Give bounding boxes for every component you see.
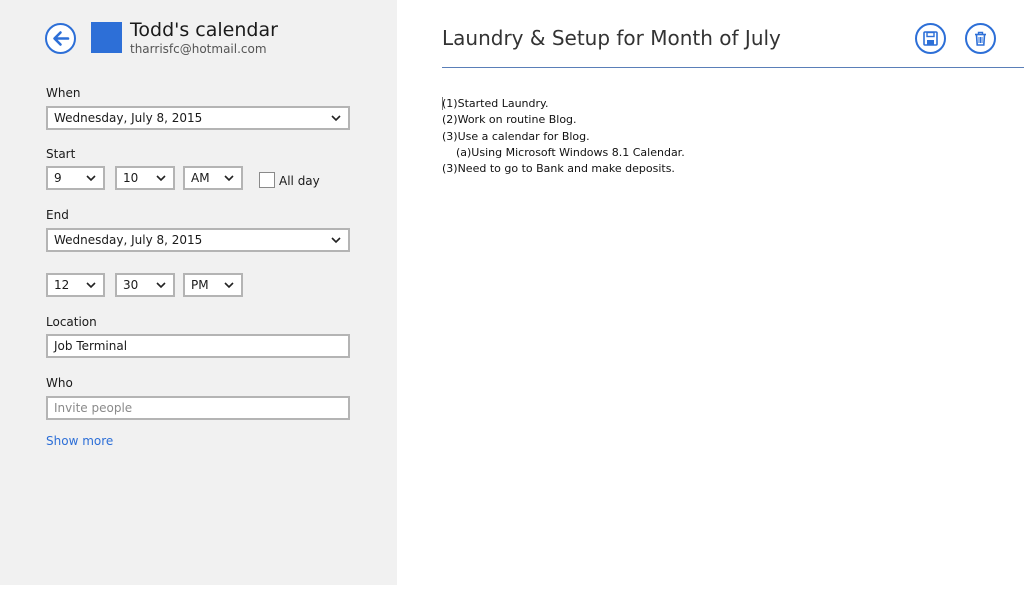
invite-people-input[interactable]	[46, 396, 350, 420]
delete-button[interactable]	[965, 23, 996, 54]
chevron-down-icon	[86, 175, 96, 182]
end-minute-dropdown[interactable]	[115, 273, 175, 297]
chevron-down-icon	[224, 175, 234, 182]
location-value: Job Terminal	[54, 339, 128, 353]
end-date-value: Wednesday, July 8, 2015	[54, 233, 203, 247]
start-hour-value: 9	[54, 171, 62, 185]
invite-people-placeholder: Invite people	[54, 401, 133, 415]
calendar-color-swatch	[91, 22, 122, 53]
when-label: When	[46, 86, 81, 100]
notes-line: (3)Use a calendar for Blog.	[442, 129, 590, 143]
start-minute-dropdown[interactable]	[115, 166, 175, 190]
account-email: tharrisfc@hotmail.com	[130, 42, 267, 56]
notes-line: (1)Started Laundry.	[442, 97, 549, 110]
end-label: End	[46, 208, 69, 222]
event-title-input[interactable]: Laundry & Setup for Month of July	[442, 26, 781, 50]
calendar-name: Todd's calendar	[130, 19, 278, 41]
start-hour-dropdown[interactable]	[46, 166, 105, 190]
save-icon	[923, 31, 938, 46]
back-arrow-icon	[51, 29, 70, 48]
chevron-down-icon	[86, 282, 96, 289]
end-date-dropdown[interactable]	[46, 228, 350, 252]
event-notes-editor[interactable]	[442, 96, 1002, 177]
start-minute-value: 10	[123, 171, 139, 185]
chevron-down-icon	[156, 282, 166, 289]
when-date-dropdown[interactable]	[46, 106, 350, 130]
all-day-checkbox[interactable]	[259, 172, 275, 188]
when-date-value: Wednesday, July 8, 2015	[54, 111, 203, 125]
all-day-label: All day	[279, 174, 320, 188]
end-ampm-value: PM	[191, 278, 209, 292]
location-label: Location	[46, 315, 97, 329]
save-button[interactable]	[915, 23, 946, 54]
end-hour-value: 12	[54, 278, 70, 292]
chevron-down-icon	[331, 115, 341, 122]
notes-line: (3)Need to go to Bank and make deposits.	[442, 162, 675, 176]
show-more-link[interactable]: Show more	[46, 434, 114, 448]
back-button[interactable]	[45, 23, 76, 54]
chevron-down-icon	[156, 175, 166, 182]
end-minute-value: 30	[123, 278, 139, 292]
chevron-down-icon	[224, 282, 234, 289]
event-details-panel	[0, 0, 397, 585]
start-label: Start	[46, 147, 76, 161]
trash-icon	[973, 31, 988, 46]
start-ampm-dropdown[interactable]	[183, 166, 243, 190]
who-label: Who	[46, 376, 73, 390]
start-ampm-value: AM	[191, 171, 210, 185]
title-underline	[442, 67, 1024, 68]
chevron-down-icon	[331, 237, 341, 244]
notes-line: (a)Using Microsoft Windows 8.1 Calendar.	[442, 145, 685, 159]
notes-line: (2)Work on routine Blog.	[442, 113, 577, 127]
location-input[interactable]	[46, 334, 350, 358]
end-ampm-dropdown[interactable]	[183, 273, 243, 297]
end-hour-dropdown[interactable]	[46, 273, 105, 297]
